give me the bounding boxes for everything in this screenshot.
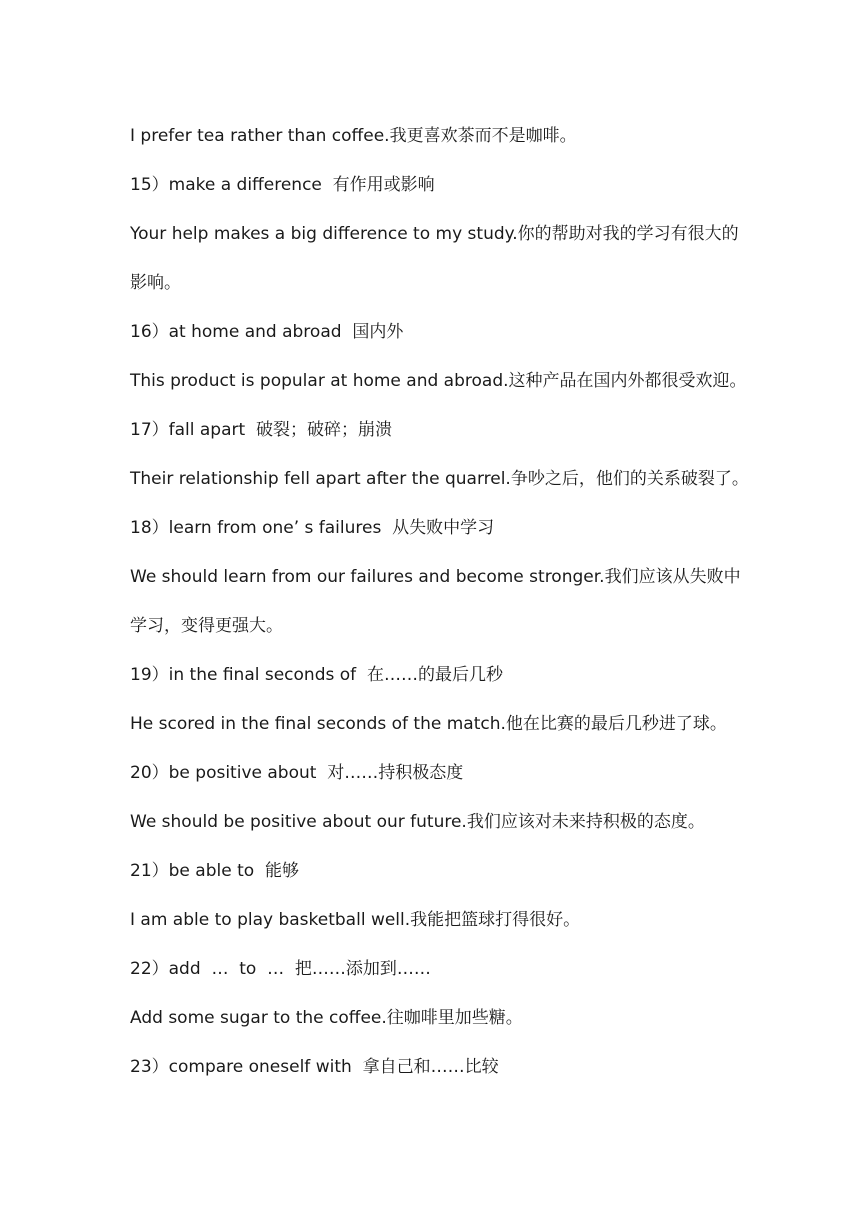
example-sentence: We should be positive about our future.我们应该对未来持积极的态度。	[130, 812, 705, 832]
phrase-entry: 22）add … to … 把……添加到……	[130, 959, 431, 979]
example-sentence: Add some sugar to the coffee.往咖啡里加些糖。	[130, 1008, 523, 1028]
phrase-entry: 17）fall apart 破裂；破碎；崩溃	[130, 420, 392, 440]
example-sentence-continued: 影响。	[130, 273, 181, 293]
phrase-entry: 16）at home and abroad 国内外	[130, 322, 404, 342]
phrase-entry: 23）compare oneself with 拿自己和……比较	[130, 1057, 499, 1077]
example-sentence: This product is popular at home and abroad.这种产品在国内外都很受欢迎。	[130, 371, 747, 391]
document-body	[130, 112, 750, 1092]
example-sentence-continued: 学习，变得更强大。	[130, 616, 283, 636]
example-sentence: We should learn from our failures and become stronger.我们应该从失败中	[130, 567, 741, 587]
phrase-entry: 18）learn from one’ s failures 从失败中学习	[130, 518, 495, 538]
phrase-entry: 20）be positive about 对……持积极态度	[130, 763, 464, 783]
example-sentence: Your help makes a big difference to my study.你的帮助对我的学习有很大的	[130, 224, 739, 244]
example-sentence: I prefer tea rather than coffee.我更喜欢茶而不是咖啡。	[130, 126, 577, 146]
phrase-entry: 21）be able to 能够	[130, 861, 299, 881]
phrase-entry: 15）make a difference 有作用或影响	[130, 175, 435, 195]
example-sentence: I am able to play basketball well.我能把篮球打得很好。	[130, 910, 581, 930]
phrase-entry: 19）in the final seconds of 在……的最后几秒	[130, 665, 503, 685]
example-sentence: Their relationship fell apart after the quarrel.争吵之后，他们的关系破裂了。	[130, 469, 749, 489]
example-sentence: He scored in the final seconds of the match.他在比赛的最后几秒进了球。	[130, 714, 727, 734]
